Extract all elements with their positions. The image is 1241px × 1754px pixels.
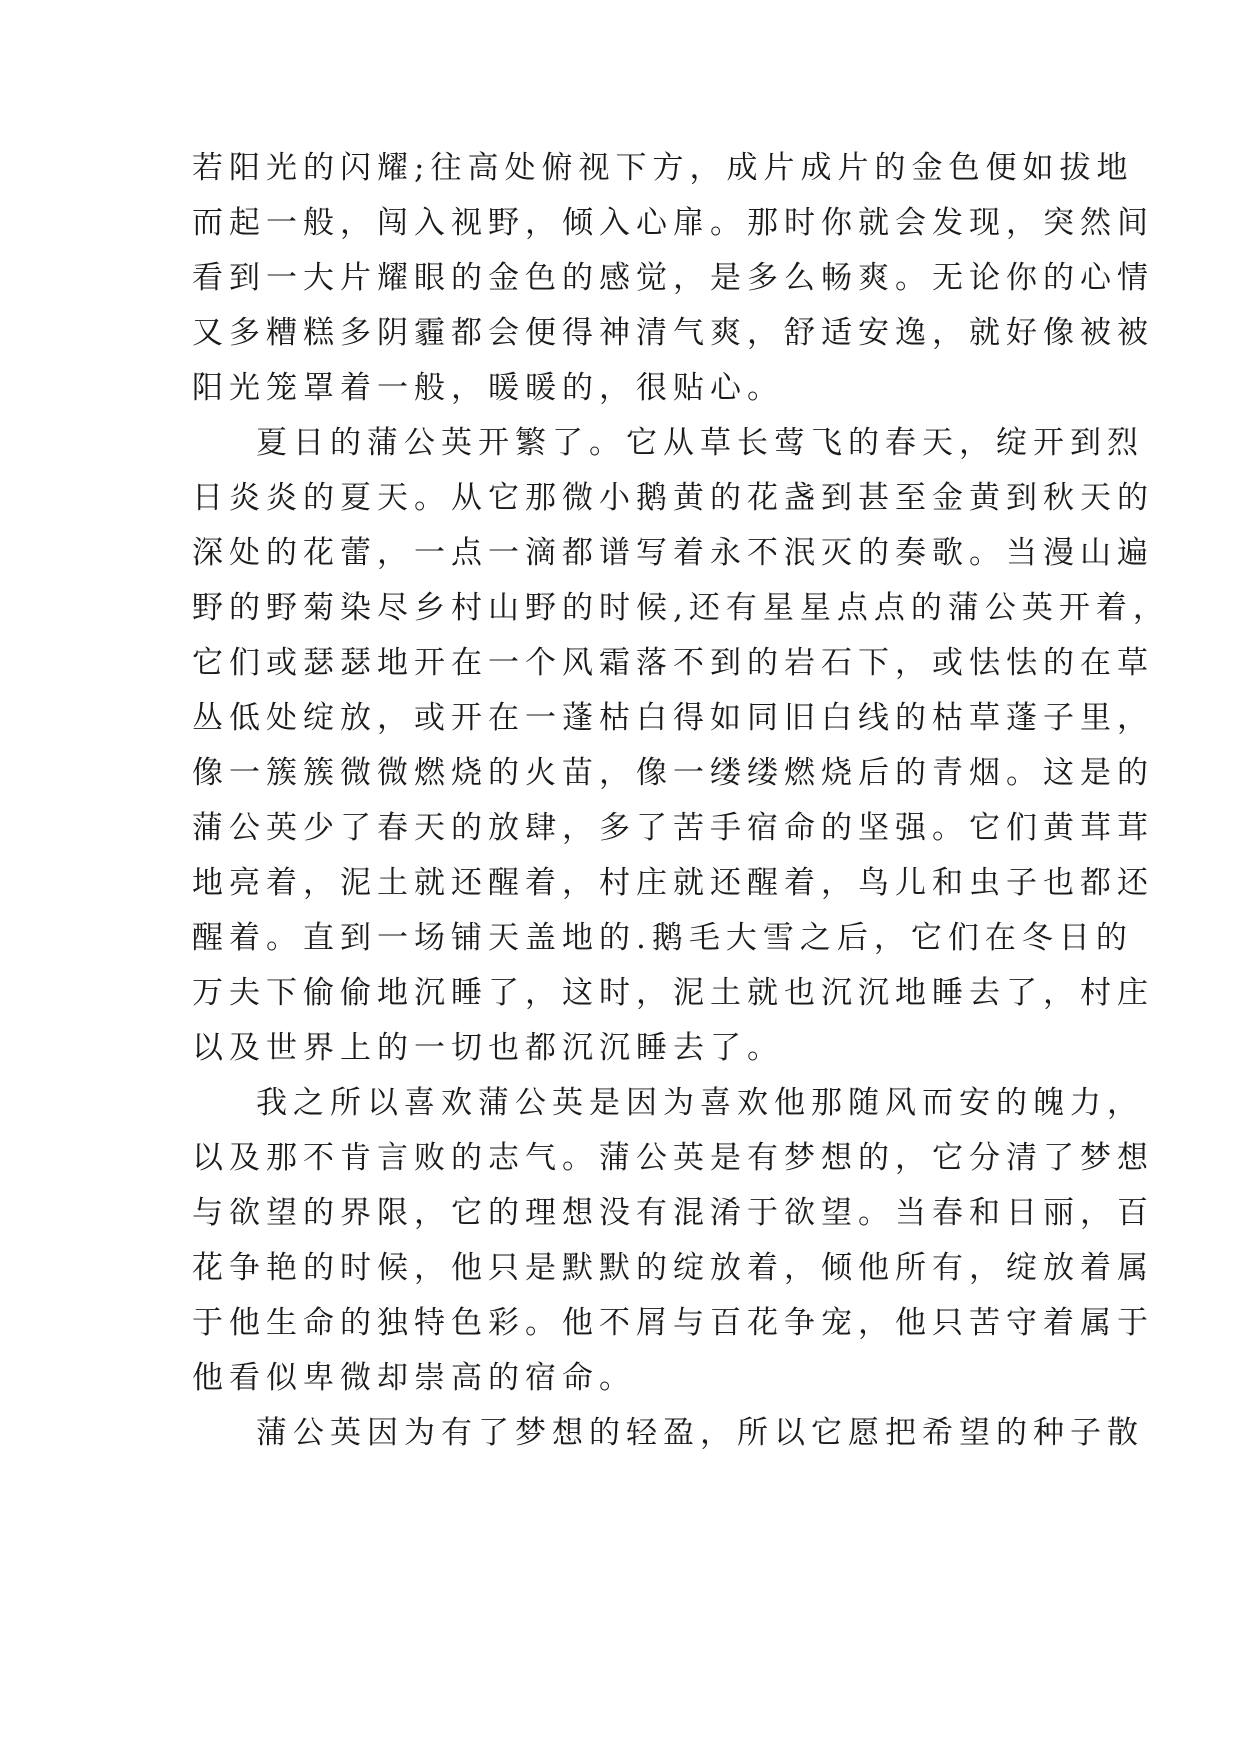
text-line: 他看似卑微却崇高的宿命。: [192, 1360, 636, 1396]
text-line: 花争艳的时候，他只是默默的绽放着，倾他所有，绽放着属: [192, 1250, 1154, 1286]
text-line: 像一簇簇微微燃烧的火苗，像一缕缕燃烧后的青烟。这是的: [192, 755, 1154, 791]
text-line: 地亮着，泥土就还醒着，村庄就还醒着，鸟儿和虫子也都还: [192, 865, 1154, 901]
text-line: 野的野菊染尽乡村山野的时候,还有星星点点的蒲公英开着，: [192, 590, 1170, 626]
paragraph-start-line: 蒲公英因为有了梦想的轻盈，所以它愿把希望的种子散: [256, 1415, 1144, 1451]
text-line: 阳光笼罩着一般，暖暖的，很贴心。: [192, 370, 784, 406]
text-line: 与欲望的界限，它的理想没有混淆于欲望。当春和日丽，百: [192, 1195, 1154, 1231]
text-line: 它们或瑟瑟地开在一个风霜落不到的岩石下，或怯怯的在草: [192, 645, 1154, 681]
text-line: 而起一般，闯入视野，倾入心扉。那时你就会发现，突然间: [192, 205, 1154, 241]
text-line: 若阳光的闪耀;往高处俯视下方，成片成片的金色便如拔地: [192, 150, 1134, 186]
text-line: 日炎炎的夏天。从它那微小鹅黄的花盏到甚至金黄到秋天的: [192, 480, 1154, 516]
text-line: 以及世界上的一切也都沉沉睡去了。: [192, 1030, 784, 1066]
text-line: 又多糟糕多阴霾都会便得神清气爽，舒适安逸，就好像被被: [192, 315, 1154, 351]
text-line: 蒲公英少了春天的放肆，多了苦手宿命的坚强。它们黄茸茸: [192, 810, 1154, 846]
text-line: 万夫下偷偷地沉睡了，这时，泥土就也沉沉地睡去了，村庄: [192, 975, 1154, 1011]
paragraph-start-line: 夏日的蒲公英开繁了。它从草长莺飞的春天，绽开到烈: [256, 425, 1144, 461]
text-line: 深处的花蕾，一点一滴都谱写着永不泯灭的奏歌。当漫山遍: [192, 535, 1154, 571]
text-line: 于他生命的独特色彩。他不屑与百花争宠，他只苦守着属于: [192, 1305, 1154, 1341]
text-line: 丛低处绽放，或开在一蓬枯白得如同旧白线的枯草蓬子里，: [192, 700, 1154, 736]
text-line: 以及那不肯言败的志气。蒲公英是有梦想的，它分清了梦想: [192, 1140, 1154, 1176]
paragraph-start-line: 我之所以喜欢蒲公英是因为喜欢他那随风而安的魄力，: [256, 1085, 1144, 1121]
text-line: 醒着。直到一场铺天盖地的.鹅毛大雪之后，它们在冬日的: [192, 920, 1133, 956]
text-line: 看到一大片耀眼的金色的感觉，是多么畅爽。无论你的心情: [192, 260, 1154, 296]
